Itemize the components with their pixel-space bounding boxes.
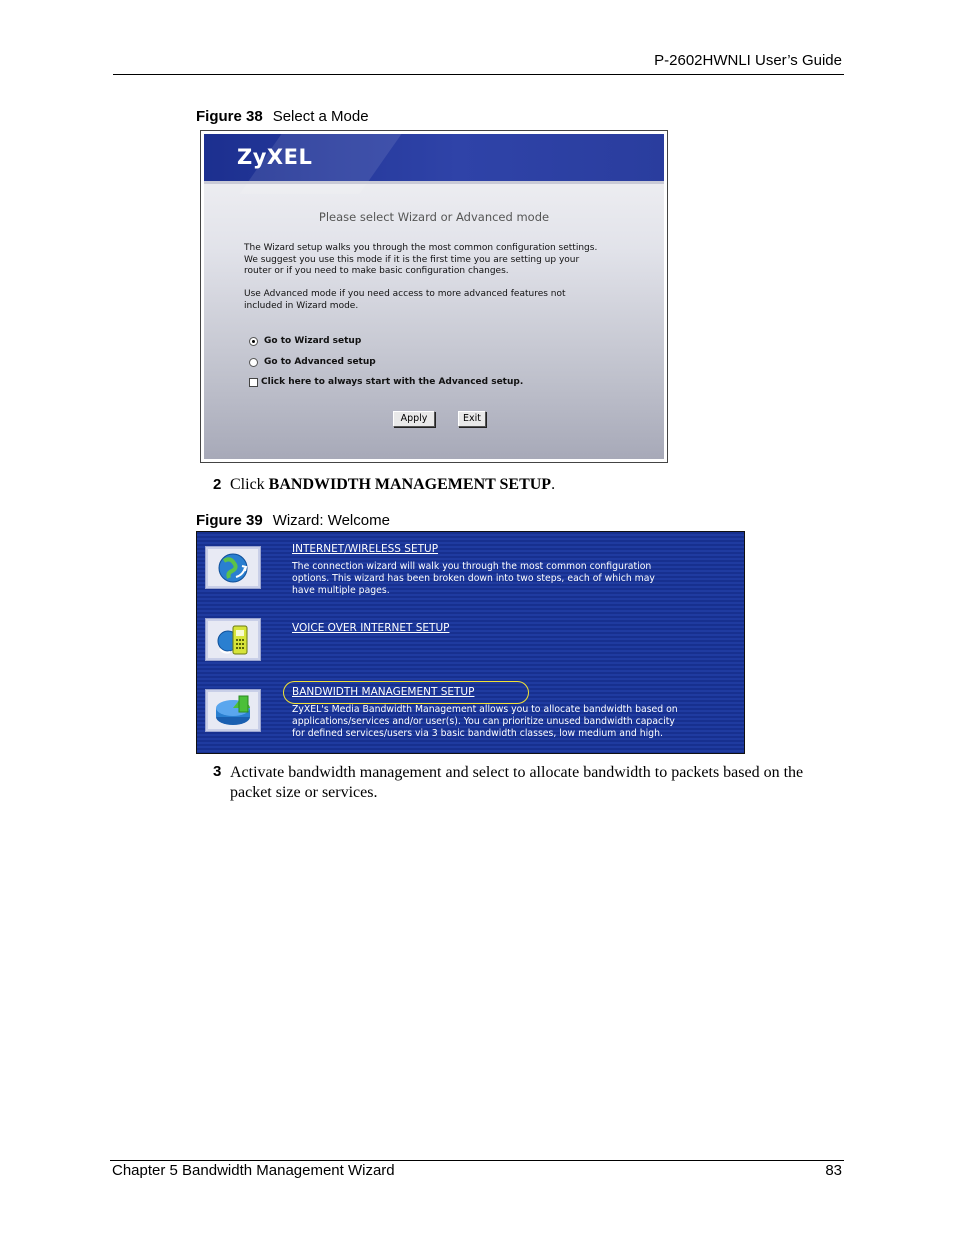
figure39-title: Wizard: Welcome bbox=[272, 512, 390, 529]
option-advanced-setup[interactable] bbox=[249, 357, 376, 367]
step-bold-term: BANDWIDTH MANAGEMENT SETUP bbox=[268, 476, 552, 493]
step-suffix: . bbox=[551, 476, 556, 493]
globe-icon[interactable] bbox=[205, 546, 261, 589]
select-mode-screenshot bbox=[200, 130, 668, 463]
bandwidth-management-description bbox=[292, 704, 737, 741]
wizard-description bbox=[244, 243, 644, 278]
figure39-label: Figure 39 bbox=[196, 512, 263, 529]
voip-phone-icon[interactable] bbox=[205, 618, 261, 661]
figure38-caption bbox=[196, 108, 369, 125]
bandwidth-pie-icon[interactable] bbox=[205, 689, 261, 732]
desc-line: applications/services and/or user(s). You can prioritize unused bandwidth capacity bbox=[292, 716, 675, 728]
desc-line: ZyXEL's Media Bandwidth Management allows you to allocate bandwidth based on bbox=[292, 704, 678, 715]
text-line: included in Wizard mode. bbox=[244, 300, 359, 311]
checkbox-label: Click here to always start with the Advanced setup. bbox=[261, 377, 524, 387]
step-line: packet size or services. bbox=[230, 784, 378, 801]
text-line: Use Advanced mode if you need access to more advanced features not bbox=[244, 289, 566, 299]
step-number: 3 bbox=[213, 763, 222, 780]
radio-advanced[interactable] bbox=[249, 358, 258, 367]
desc-line: options. This wizard has been broken down into two steps, each of which may bbox=[292, 573, 655, 585]
step-2 bbox=[213, 476, 833, 496]
step-line: Activate bandwidth management and select to allocate bandwidth to packets based on the bbox=[230, 764, 804, 781]
voice-over-internet-setup-link[interactable]: VOICE OVER INTERNET SETUP bbox=[292, 622, 450, 634]
internet-wireless-description bbox=[292, 561, 737, 598]
mode-heading: Please select Wizard or Advanced mode bbox=[318, 210, 550, 224]
always-advanced-checkbox[interactable] bbox=[249, 377, 523, 387]
figure38-label: Figure 38 bbox=[196, 108, 263, 125]
step-text bbox=[230, 763, 803, 803]
step-number: 2 bbox=[213, 476, 222, 493]
desc-line: The connection wizard will walk you through the most common configuration bbox=[292, 561, 652, 572]
footer-chapter: Chapter 5 Bandwidth Management Wizard bbox=[112, 1162, 395, 1179]
desc-line: have multiple pages. bbox=[292, 585, 390, 597]
radio-wizard[interactable] bbox=[249, 337, 258, 346]
page-number: 83 bbox=[825, 1162, 842, 1179]
text-line: router or if you need to make basic configuration changes. bbox=[244, 266, 509, 276]
advanced-description bbox=[244, 289, 644, 312]
guide-title: P-2602HWNLI User’s Guide bbox=[654, 52, 842, 69]
step-3 bbox=[213, 763, 853, 807]
step-text bbox=[230, 476, 555, 494]
header-rule bbox=[113, 74, 844, 75]
step-prefix: Click bbox=[230, 476, 269, 493]
figure38-title: Select a Mode bbox=[272, 108, 369, 125]
desc-line: for defined services/users via 3 basic bandwidth classes, low medium and high. bbox=[292, 728, 663, 740]
apply-button[interactable]: Apply bbox=[393, 411, 435, 427]
option-advanced-label: Go to Advanced setup bbox=[264, 357, 376, 367]
option-wizard-label: Go to Wizard setup bbox=[264, 336, 362, 346]
text-line: The Wizard setup walks you through the most common configuration settings. bbox=[244, 243, 598, 253]
zyxel-logo: ZyXEL bbox=[237, 145, 313, 169]
footer-rule bbox=[110, 1160, 844, 1161]
bandwidth-management-setup-link[interactable]: BANDWIDTH MANAGEMENT SETUP bbox=[292, 686, 475, 698]
wizard-welcome-screenshot bbox=[196, 531, 745, 754]
figure39-caption bbox=[196, 512, 390, 529]
checkbox[interactable] bbox=[249, 378, 258, 387]
internet-wireless-setup-link[interactable]: INTERNET/WIRELESS SETUP bbox=[292, 543, 439, 555]
option-wizard-setup[interactable] bbox=[249, 336, 361, 346]
brand-banner bbox=[204, 134, 664, 181]
exit-button[interactable]: Exit bbox=[458, 411, 486, 427]
text-line: We suggest you use this mode if it is the first time you are setting up your bbox=[244, 254, 580, 265]
